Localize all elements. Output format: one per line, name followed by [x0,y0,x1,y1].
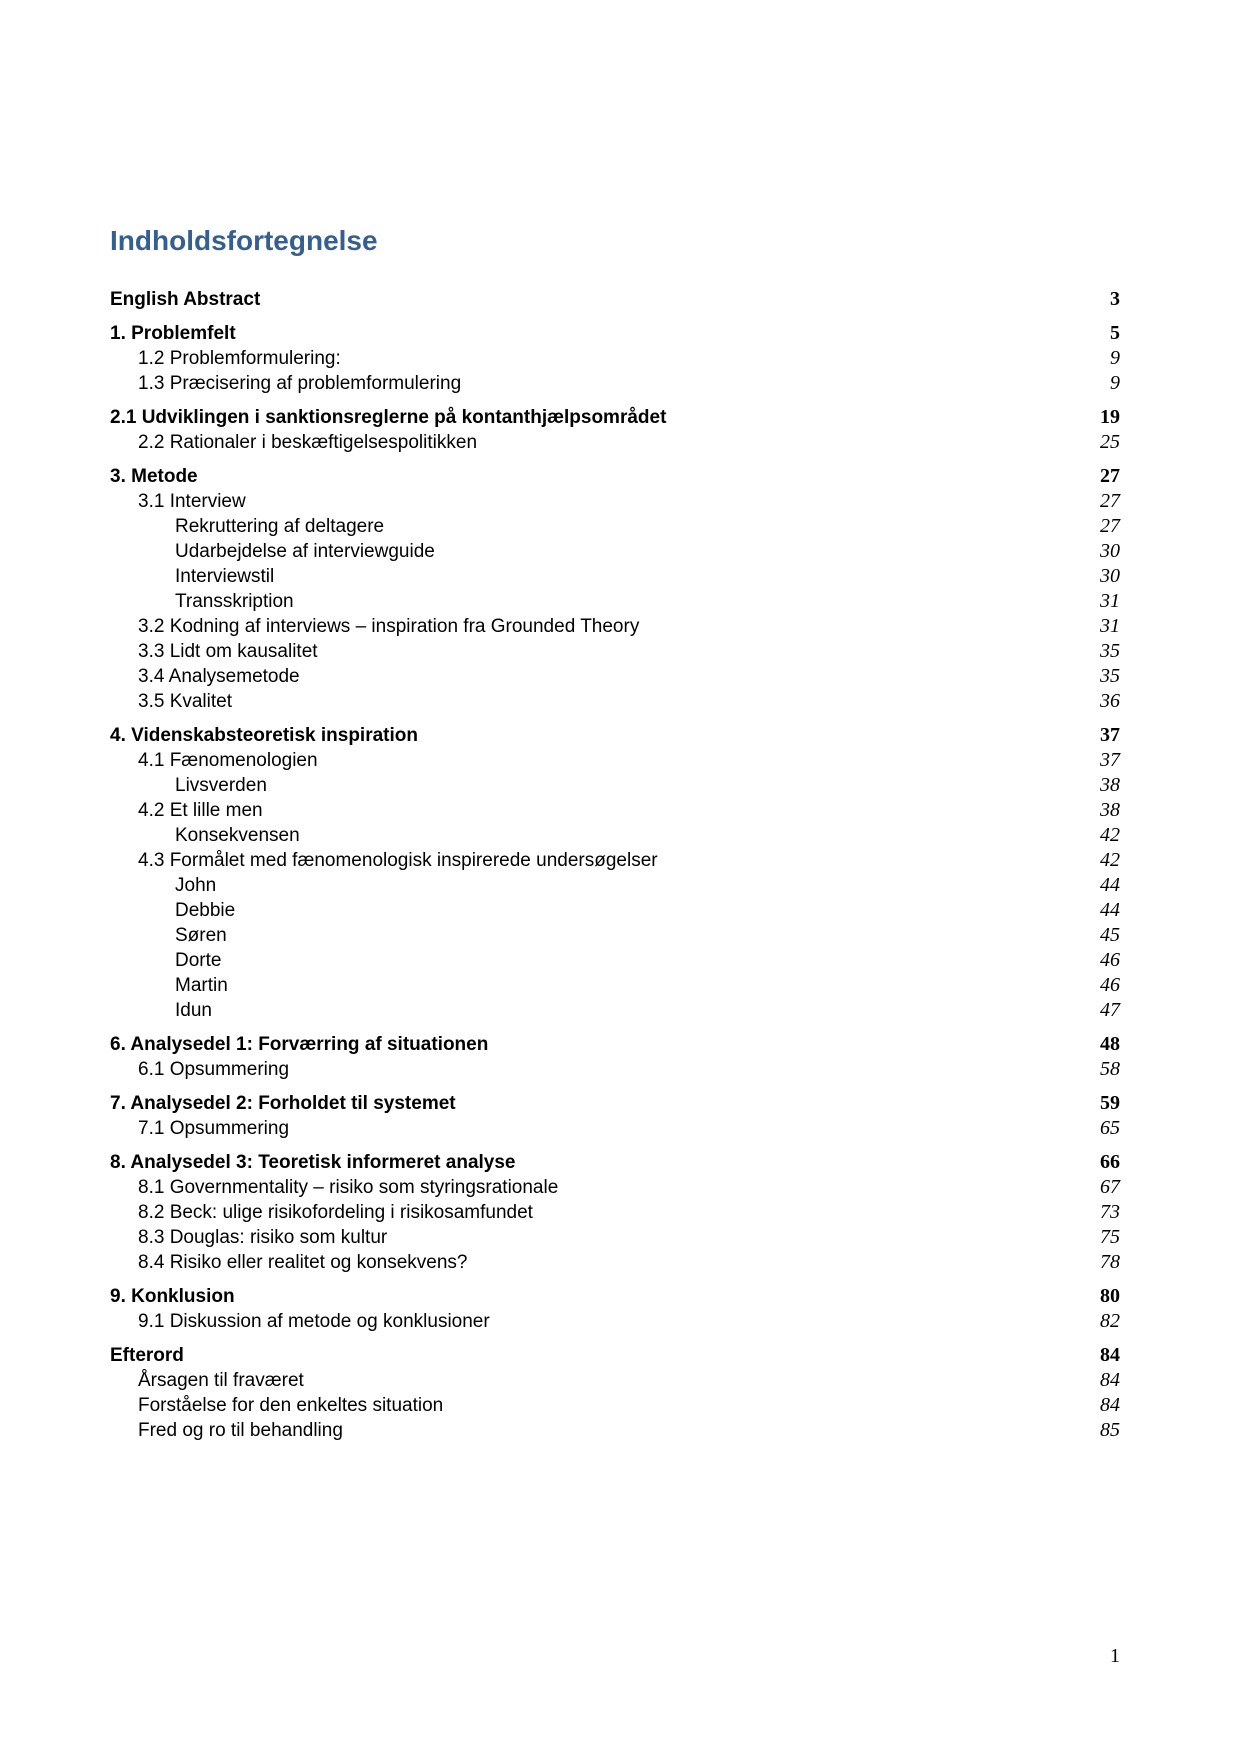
toc-entry [110,1309,1120,1334]
toc-entry [110,973,1120,998]
toc-entry-label: 3.5 Kvalitet [138,691,232,712]
toc-entry-label: 8.3 Douglas: risiko som kultur [138,1227,388,1248]
toc-entry-page-number: 42 [1100,849,1120,871]
toc-entry [110,773,1120,798]
toc-entry-page-number: 37 [1100,749,1120,771]
toc-entry-page-number: 30 [1100,565,1120,587]
toc-entry-label: Debbie [175,900,236,921]
toc-entry-page-number: 80 [1100,1285,1120,1307]
toc-entry-page-number: 78 [1100,1251,1120,1273]
toc-entry [110,723,1120,748]
toc-entry-page-number: 35 [1100,640,1120,662]
toc-entry [110,748,1120,773]
toc-entry-label: 8.2 Beck: ulige risikofordeling i risikosamfundet [138,1202,533,1223]
toc-entry-label: Idun [175,1000,212,1021]
toc-entry-label: 3.1 Interview [138,491,246,512]
toc-entry-label: 1. Problemfelt [110,323,236,344]
toc-entry-page-number: 27 [1100,515,1120,537]
page-title: Indholdsfortegnelse [110,225,378,256]
toc-entry-label: 2.1 Udviklingen i sanktionsreglerne på kontanthjælpsområdet [110,407,667,428]
toc-entry [110,430,1120,455]
toc-entry-label: 1.3 Præcisering af problemformulering [138,373,462,394]
toc-entry-label: Fred og ro til behandling [138,1420,343,1441]
toc-entry-page-number: 65 [1100,1117,1120,1139]
toc-entry-page-number: 44 [1100,899,1120,921]
toc-entry-label: 7.1 Opsummering [138,1118,290,1139]
toc-entry [110,898,1120,923]
toc-entry [110,1175,1120,1200]
toc-entry-page-number: 31 [1100,615,1120,637]
toc-entry [110,589,1120,614]
toc-entry-page-number: 31 [1100,590,1120,612]
toc-entry-page-number: 27 [1100,490,1120,512]
toc-entry-page-number: 73 [1100,1201,1120,1223]
toc-entry-label: 3.3 Lidt om kausalitet [138,641,318,662]
toc-entry-page-number: 47 [1100,999,1120,1021]
toc-entry [110,1418,1120,1443]
toc-entry-page-number: 9 [1110,347,1120,369]
table-of-contents [110,287,1120,1443]
toc-entry-label: 9. Konklusion [110,1286,235,1307]
toc-entry [110,1057,1120,1082]
toc-entry-page-number: 82 [1100,1310,1120,1332]
toc-entry-label: Livsverden [175,775,267,796]
toc-entry-label: Dorte [175,950,222,971]
toc-entry-page-number: 84 [1100,1369,1120,1391]
toc-entry-label: English Abstract [110,289,261,310]
toc-entry-label: 6.1 Opsummering [138,1059,290,1080]
toc-entry [110,1150,1120,1175]
toc-entry [110,798,1120,823]
toc-entry-page-number: 30 [1100,540,1120,562]
toc-entry-page-number: 66 [1100,1151,1120,1173]
toc-entry-label: Interviewstil [175,566,275,587]
toc-entry-page-number: 5 [1110,322,1120,344]
toc-entry-label: 3. Metode [110,466,198,487]
toc-entry [110,1284,1120,1309]
toc-entry [110,1091,1120,1116]
toc-entry-label: 9.1 Diskussion af metode og konklusioner [138,1311,490,1332]
toc-entry-page-number: 75 [1100,1226,1120,1248]
toc-entry-label: Efterord [110,1345,184,1366]
toc-entry [110,1250,1120,1275]
toc-entry-page-number: 85 [1100,1419,1120,1441]
toc-entry [110,564,1120,589]
toc-entry [110,823,1120,848]
toc-entry [110,689,1120,714]
toc-entry [110,1343,1120,1368]
toc-entry [110,346,1120,371]
toc-entry-label: Forståelse for den enkeltes situation [138,1395,444,1416]
toc-entry-page-number: 59 [1100,1092,1120,1114]
toc-entry-label: Søren [175,925,227,946]
toc-entry-label: 8.1 Governmentality – risiko som styringsrationale [138,1177,559,1198]
toc-entry [110,848,1120,873]
toc-entry-page-number: 46 [1100,949,1120,971]
toc-entry-label: John [175,875,217,896]
toc-entry [110,1116,1120,1141]
toc-content [110,0,1120,1443]
toc-entry-page-number: 42 [1100,824,1120,846]
toc-entry-page-number: 3 [1110,288,1120,310]
toc-entry [110,405,1120,430]
toc-entry [110,614,1120,639]
toc-entry-label: 8.4 Risiko eller realitet og konsekvens? [138,1252,468,1273]
toc-entry-label: Konsekvensen [175,825,300,846]
toc-entry [110,321,1120,346]
toc-entry-page-number: 46 [1100,974,1120,996]
toc-entry [110,664,1120,689]
toc-entry [110,1393,1120,1418]
toc-entry [110,489,1120,514]
toc-entry-page-number: 84 [1100,1344,1120,1366]
toc-entry-label: Transskription [175,591,294,612]
toc-entry-label: Rekruttering af deltagere [175,516,385,537]
toc-entry [110,639,1120,664]
toc-entry [110,371,1120,396]
toc-entry [110,464,1120,489]
toc-entry-page-number: 19 [1100,406,1120,428]
toc-entry-page-number: 84 [1100,1394,1120,1416]
toc-entry-page-number: 67 [1100,1176,1120,1198]
toc-entry-page-number: 48 [1100,1033,1120,1055]
toc-entry [110,1200,1120,1225]
toc-entry-page-number: 27 [1100,465,1120,487]
toc-entry-label: 4.2 Et lille men [138,800,263,821]
toc-entry-label: 4.3 Formålet med fænomenologisk inspirerede undersøgelser [138,850,658,871]
toc-entry-label: 3.2 Kodning af interviews – inspiration fra Grounded Theory [138,616,640,637]
toc-entry-label: 3.4 Analysemetode [138,666,300,687]
toc-entry [110,998,1120,1023]
toc-entry-page-number: 45 [1100,924,1120,946]
toc-entry-page-number: 38 [1100,774,1120,796]
toc-entry-label: 4.1 Fænomenologien [138,750,318,771]
toc-entry [110,539,1120,564]
toc-entry [110,948,1120,973]
toc-entry-label: 4. Videnskabsteoretisk inspiration [110,725,418,746]
toc-entry-label: Udarbejdelse af interviewguide [175,541,435,562]
toc-entry-label: 2.2 Rationaler i beskæftigelsespolitikken [138,432,478,453]
toc-entry-page-number: 25 [1100,431,1120,453]
toc-entry-label: 8. Analysedel 3: Teoretisk informeret analyse [110,1152,516,1173]
toc-entry-page-number: 35 [1100,665,1120,687]
toc-entry-label: 6. Analysedel 1: Forværring af situationen [110,1034,489,1055]
toc-entry [110,1032,1120,1057]
toc-entry-label: 7. Analysedel 2: Forholdet til systemet [110,1093,456,1114]
toc-entry-page-number: 58 [1100,1058,1120,1080]
toc-entry-page-number: 38 [1100,799,1120,821]
toc-entry [110,287,1120,312]
toc-entry-label: 1.2 Problemformulering: [138,348,341,369]
toc-entry [110,873,1120,898]
toc-entry-label: Martin [175,975,228,996]
footer-page-number: 1 [1110,1645,1120,1667]
toc-entry [110,514,1120,539]
toc-entry [110,923,1120,948]
toc-entry [110,1368,1120,1393]
toc-entry-page-number: 9 [1110,372,1120,394]
toc-entry [110,1225,1120,1250]
toc-entry-page-number: 36 [1100,690,1120,712]
toc-entry-page-number: 37 [1100,724,1120,746]
toc-entry-label: Årsagen til fraværet [138,1370,304,1391]
toc-entry-page-number: 44 [1100,874,1120,896]
